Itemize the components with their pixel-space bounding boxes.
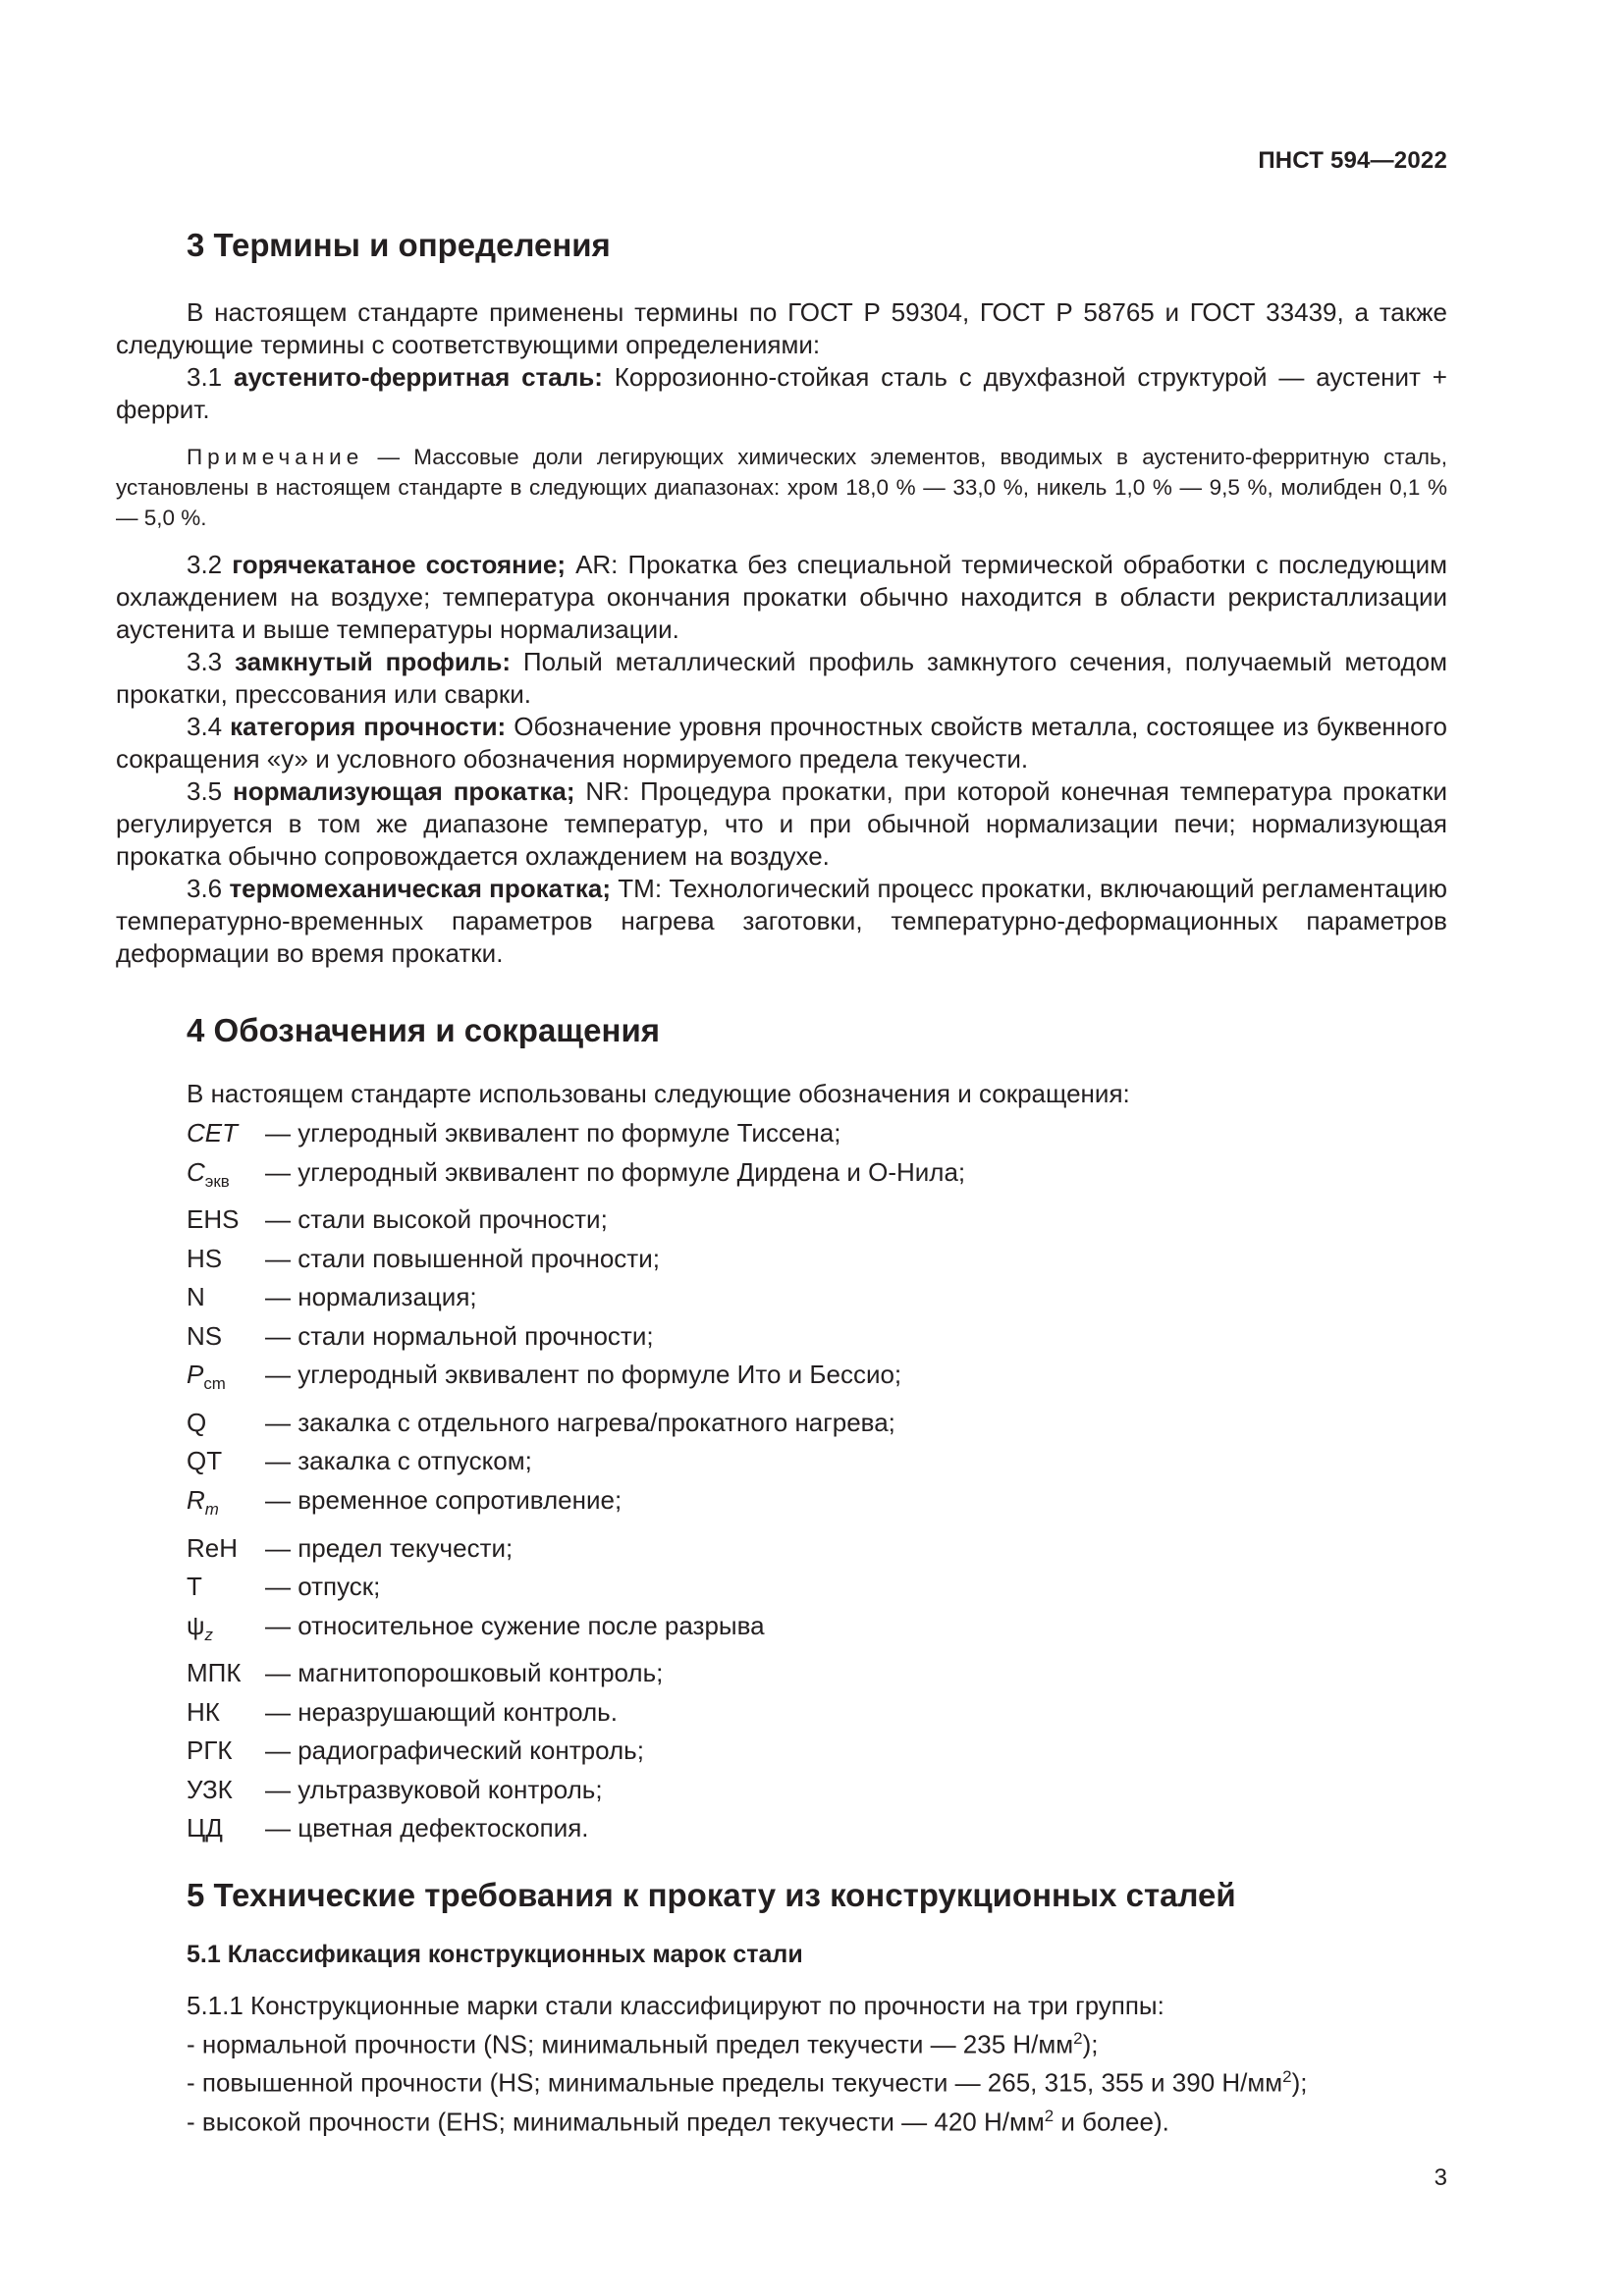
superscript: 2 — [1073, 2028, 1083, 2048]
list-item-text: - высокой прочности (EHS; минимальный предел текучести — 420 Н/мм — [187, 2107, 1045, 2137]
abbreviation-definition: — временное сопротивление; — [265, 1484, 623, 1515]
abbreviation-item — [187, 1654, 1447, 1693]
term-definition: Обозначение уровня прочностных свойств металла, состоящее из буквенного сокращения «у» и условного обозначения нормируемого предела текучести. — [116, 712, 1447, 774]
symbol-text: МПК — [187, 1658, 242, 1688]
abbreviation-symbol — [187, 1654, 265, 1693]
abbreviation-symbol — [187, 1481, 265, 1529]
abbreviation-symbol — [187, 1278, 265, 1317]
abbreviation-symbol — [187, 1240, 265, 1279]
symbol-subscript: экв — [204, 1171, 230, 1191]
abbreviation-item — [187, 1809, 1447, 1848]
abbreviation-list — [187, 1114, 1447, 1848]
term-3-6 — [116, 873, 1447, 970]
abbreviation-symbol — [187, 1568, 265, 1607]
abbreviation-symbol — [187, 1693, 265, 1733]
abbreviation-definition: — углеродный эквивалент по формуле Ито и Бессио; — [265, 1360, 902, 1390]
symbol-text: ReH — [187, 1532, 239, 1563]
symbol-text: CET — [187, 1118, 238, 1148]
abbreviation-symbol — [187, 1442, 265, 1481]
note-text: — Массовые доли легирующих химических элементов, вводимых в аустенито-ферритную сталь, установлены в настоящем стандарте в следующих диапазонах: хром 18,0 % — 33,0 %, никель 1,0 % — 9,5 %, молибден 0,1 % — 5,0 %. — [116, 445, 1447, 530]
list-item — [116, 2100, 1447, 2139]
abbreviation-symbol — [187, 1404, 265, 1443]
page-content — [116, 224, 1447, 2139]
symbol-text: НК — [187, 1696, 220, 1727]
term-3-3 — [116, 646, 1447, 711]
subsection-5-1-title: 5.1 Классификация конструкционных марок стали — [187, 1940, 803, 1968]
list-item-text-end: ); — [1082, 2029, 1099, 2059]
abbreviation-item — [187, 1481, 1447, 1529]
paragraph-5-1-1: 5.1.1 Конструкционные марки стали классифицируют по прочности на три группы: — [187, 1990, 1164, 2020]
section-5-title: 5 Технические требования к прокату из конструкционных сталей — [187, 1876, 1236, 1913]
symbol-text: P — [187, 1360, 204, 1390]
section-3-intro: В настоящем стандарте применены термины по ГОСТ Р 59304, ГОСТ Р 58765 и ГОСТ 33439, а также следующие термины с соответствующими определениями: — [116, 297, 1447, 359]
abbreviation-item — [187, 1114, 1447, 1153]
abbreviation-item — [187, 1568, 1447, 1607]
list-item — [116, 2060, 1447, 2100]
symbol-text: УЗК — [187, 1774, 233, 1804]
term-name: нормализующая прокатка; — [233, 776, 575, 806]
section-4-title: 4 Обозначения и сокращения — [187, 1012, 660, 1048]
term-name: категория прочности: — [230, 712, 507, 741]
abbreviation-definition: — нормализация; — [265, 1282, 477, 1312]
term-definition: TM: Технологический процесс прокатки, включающий регламентацию температурно-временных параметров нагрева заготовки, температурно-деформационных параметров деформации во время прокатки. — [116, 874, 1447, 968]
section-3-title: 3 Термины и определения — [187, 227, 611, 263]
term-3-4 — [116, 711, 1447, 775]
symbol-text: C — [187, 1156, 205, 1187]
abbreviation-symbol — [187, 1529, 265, 1569]
abbreviation-item — [187, 1693, 1447, 1733]
abbreviation-definition: — ультразвуковой контроль; — [265, 1774, 603, 1804]
symbol-subscript: m — [204, 1500, 219, 1520]
abbreviation-symbol — [187, 1201, 265, 1240]
symbol-text: EHS — [187, 1204, 240, 1235]
abbreviation-item — [187, 1404, 1447, 1443]
symbol-text: QT — [187, 1446, 223, 1476]
abbreviation-definition: — стали повышенной прочности; — [265, 1243, 660, 1273]
abbreviation-definition: — радиографический контроль; — [265, 1735, 644, 1766]
abbreviation-symbol — [187, 1356, 265, 1404]
list-item-text-end: ); — [1291, 2068, 1308, 2099]
list-item-text: - повышенной прочности (HS; минимальные пределы текучести — 265, 315, 355 и 390 Н/мм — [187, 2068, 1283, 2099]
abbreviation-symbol — [187, 1771, 265, 1810]
abbreviation-item — [187, 1153, 1447, 1201]
abbreviation-item — [187, 1240, 1447, 1279]
term-3-1 — [116, 361, 1447, 426]
abbreviation-item — [187, 1529, 1447, 1569]
symbol-text: РГК — [187, 1735, 233, 1766]
symbol-text: T — [187, 1572, 202, 1602]
abbreviation-symbol — [187, 1607, 265, 1655]
abbreviation-symbol — [187, 1114, 265, 1153]
term-name: замкнутый профиль: — [235, 647, 511, 676]
abbreviation-definition: — закалка с отпуском; — [265, 1446, 532, 1476]
abbreviation-symbol — [187, 1317, 265, 1357]
abbreviation-symbol — [187, 1809, 265, 1848]
abbreviation-definition: — углеродный эквивалент по формуле Тиссена; — [265, 1118, 841, 1148]
abbreviation-definition: — отпуск; — [265, 1572, 381, 1602]
abbreviation-definition: — закалка с отдельного нагрева/прокатного нагрева; — [265, 1407, 895, 1437]
note — [116, 442, 1447, 533]
abbreviation-item — [187, 1317, 1447, 1357]
abbreviation-definition: — неразрушающий контроль. — [265, 1696, 618, 1727]
term-3-2 — [116, 549, 1447, 646]
abbreviation-definition: — стали высокой прочности; — [265, 1204, 608, 1235]
abbreviation-item — [187, 1607, 1447, 1655]
abbreviation-definition: — магнитопорошковый контроль; — [265, 1658, 664, 1688]
abbreviation-definition: — стали нормальной прочности; — [265, 1320, 654, 1351]
abbreviation-item — [187, 1442, 1447, 1481]
term-name: термомеханическая прокатка; — [229, 874, 611, 903]
list-item-text: - нормальной прочности (NS; минимальный предел текучести — 235 Н/мм — [187, 2029, 1074, 2059]
term-name: горячекатаное состояние; — [232, 550, 566, 579]
abbreviation-symbol — [187, 1153, 265, 1201]
term-definition: NR: Процедура прокатки, при которой конечная температура прокатки регулируется в том же диапазоне температур, что и при обычной нормализации печи; нормализующая прокатка обычно сопровождается охлаждением на воздухе. — [116, 776, 1447, 871]
term-number: 3.3 — [187, 647, 223, 676]
abbreviation-item — [187, 1732, 1447, 1771]
abbreviation-definition: — цветная дефектоскопия. — [265, 1813, 589, 1843]
page-number: 3 — [1434, 2164, 1447, 2191]
abbreviation-definition: — предел текучести; — [265, 1532, 514, 1563]
abbreviation-definition: — относительное сужение после разрыва — [265, 1610, 765, 1640]
term-name: аустенито-ферритная сталь: — [234, 362, 603, 392]
abbreviation-item — [187, 1771, 1447, 1810]
symbol-text: HS — [187, 1243, 223, 1273]
symbol-text: R — [187, 1484, 205, 1515]
term-number: 3.2 — [187, 550, 223, 579]
superscript: 2 — [1044, 2107, 1055, 2126]
list-item-text-end: и более). — [1054, 2107, 1169, 2137]
superscript: 2 — [1282, 2067, 1292, 2087]
term-definition: Полый металлический профиль замкнутого сечения, получаемый методом прокатки, прессования или сварки. — [116, 647, 1447, 709]
term-definition: AR: Прокатка без специальной термической обработки с последующим охлаждением на воздухе; температура окончания прокатки обычно находится в области рекристаллизации аустенита и выше температуры нормализации. — [116, 550, 1447, 644]
abbreviation-item — [187, 1278, 1447, 1317]
symbol-subscript: cm — [203, 1374, 226, 1394]
abbreviation-item — [187, 1356, 1447, 1404]
abbreviation-definition: — углеродный эквивалент по формуле Дирдена и О-Нила; — [265, 1156, 966, 1187]
symbol-text: N — [187, 1282, 205, 1312]
symbol-text: ЦД — [187, 1813, 223, 1843]
symbol-text: NS — [187, 1320, 223, 1351]
list-item — [116, 2022, 1447, 2061]
abbreviation-item — [187, 1201, 1447, 1240]
term-number: 3.5 — [187, 776, 223, 806]
document-code: ПНСТ 594—2022 — [1258, 147, 1447, 174]
term-3-5 — [116, 775, 1447, 873]
strength-groups — [116, 1990, 1447, 2139]
symbol-subscript: z — [204, 1625, 213, 1644]
note-label: Примечание — [187, 445, 364, 469]
abbreviation-symbol — [187, 1732, 265, 1771]
section-4-intro: В настоящем стандарте использованы следующие обозначения и сокращения: — [187, 1079, 1130, 1108]
term-number: 3.6 — [187, 874, 223, 903]
symbol-text: ψ — [187, 1610, 205, 1640]
symbol-text: Q — [187, 1407, 207, 1437]
term-definition: Коррозионно-стойкая сталь с двухфазной структурой — аустенит + феррит. — [116, 362, 1447, 424]
term-number: 3.1 — [187, 362, 223, 392]
term-number: 3.4 — [187, 712, 223, 741]
